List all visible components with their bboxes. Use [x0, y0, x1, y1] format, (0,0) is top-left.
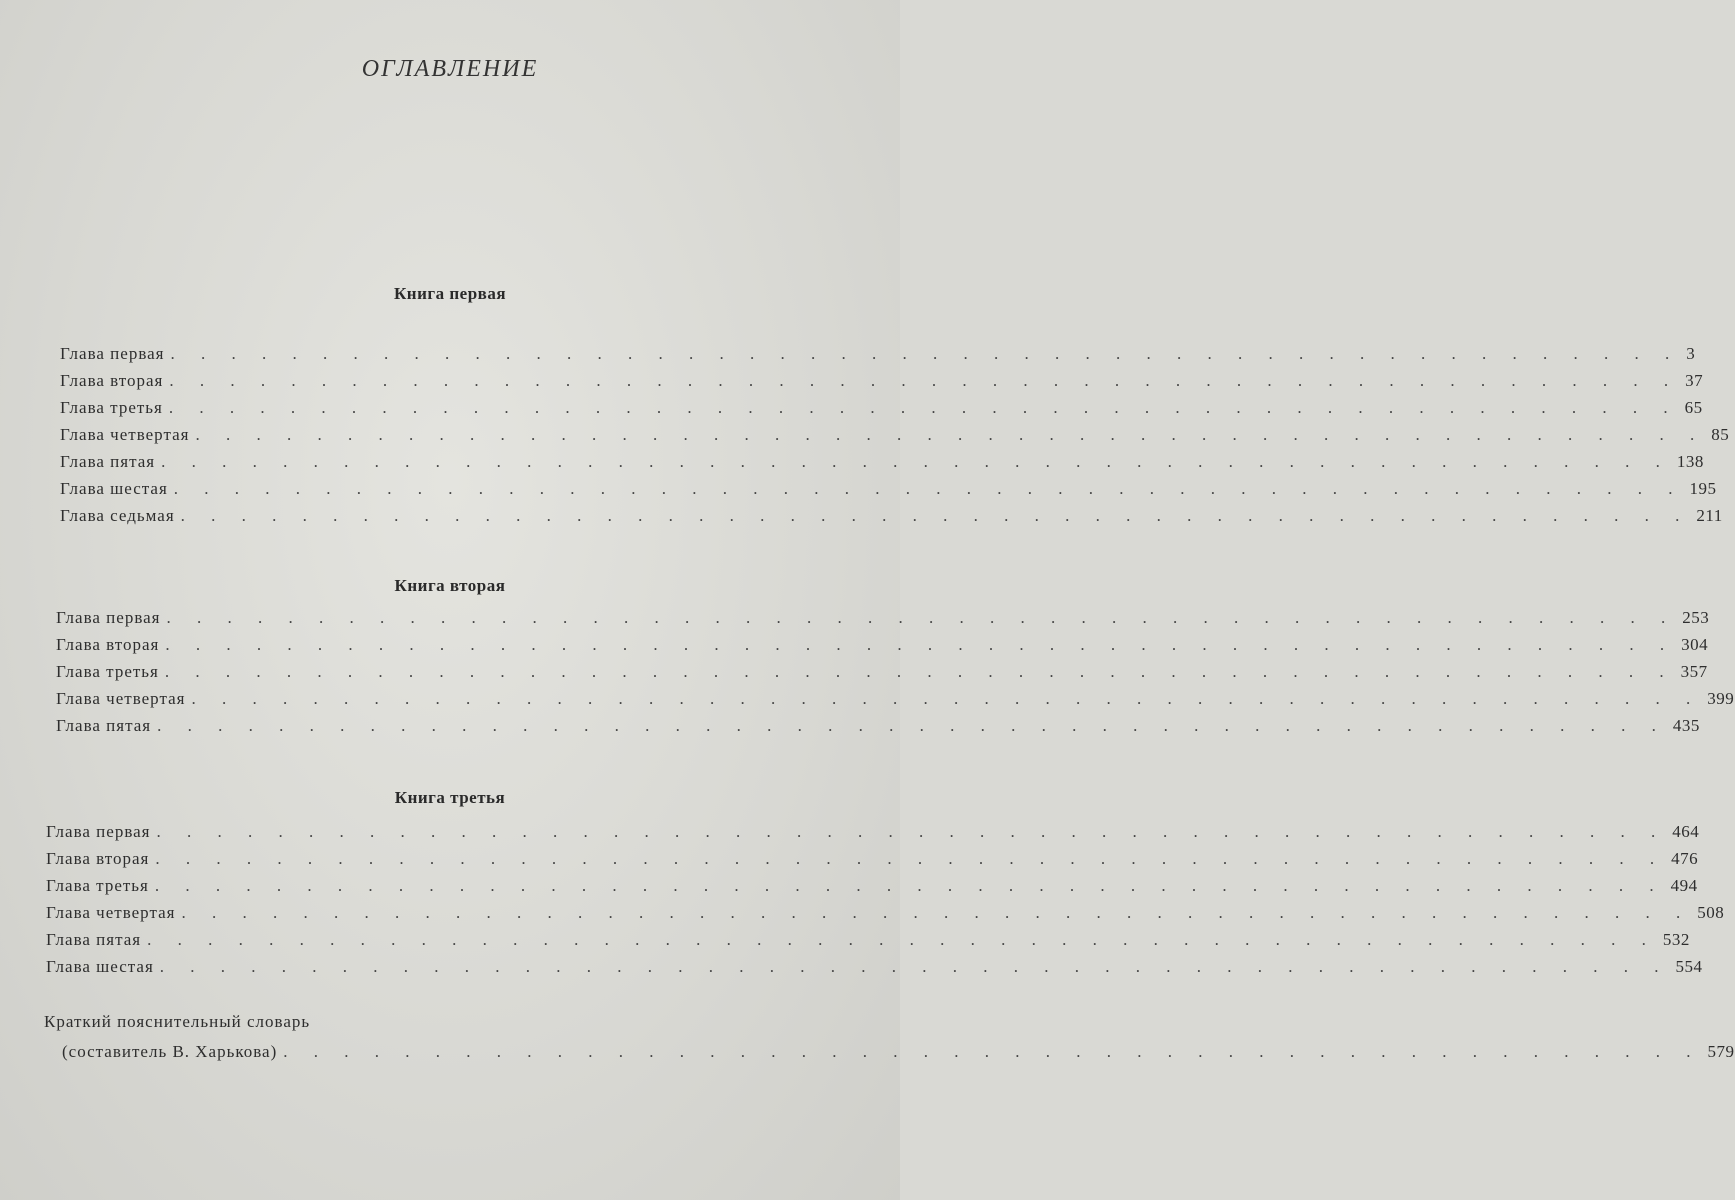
chapter-label: Глава четвертая: [46, 903, 176, 922]
chapter-label: Глава пятая: [56, 716, 152, 735]
page-number: 508: [1697, 903, 1725, 922]
appendix-title: Краткий пояснительный словарь: [44, 1012, 311, 1031]
appendix-subline: [44, 1042, 1735, 1070]
toc-entry: [46, 957, 1703, 984]
chapter-label: Глава четвертая: [60, 425, 190, 444]
toc-entry: [46, 876, 1698, 903]
chapter-label: Глава шестая: [60, 479, 168, 498]
chapter-label: Глава пятая: [46, 930, 142, 949]
dot-leader: . . . . . . . . . . . . . . . . . . . . . . . . . . . . . . . . . . . . . . . . . . . . . . . . . .: [159, 957, 1670, 976]
chapter-label: Глава шестая: [46, 957, 154, 976]
dot-leader: . . . . . . . . . . . . . . . . . . . . . . . . . . . . . . . . . . . . . . . . . . . . . . . . . .: [155, 849, 1666, 868]
page-number: 85: [1711, 425, 1730, 444]
toc-entry: [56, 635, 1709, 662]
chapter-label: Глава третья: [46, 876, 149, 895]
toc-entry: [60, 344, 1696, 371]
dot-leader: . . . . . . . . . . . . . . . . . . . . . . . . . . . . . . . . . . . . . . . . . . . . . . . . . .: [169, 371, 1680, 390]
toc-entry: [46, 822, 1700, 849]
toc-entry: [46, 903, 1725, 930]
dot-leader: . . . . . . . . . . . . . . . . . . . . . . . . . . . . . . . . . . . . . . . . . . . . . . . . . .: [156, 822, 1667, 841]
chapter-label: Глава первая: [60, 344, 165, 363]
dot-leader: . . . . . . . . . . . . . . . . . . . . . . . . . . . . . . . . . . . . . . . . . . . . . . . . . .: [166, 608, 1677, 627]
toc-entry: [56, 716, 1700, 743]
page-number: 464: [1672, 822, 1700, 841]
chapter-label: Глава пятая: [60, 452, 156, 471]
page-number: 435: [1672, 716, 1700, 735]
toc-entry: [60, 452, 1704, 479]
page-number: 476: [1671, 849, 1699, 868]
toc-entry: [60, 398, 1703, 425]
dot-leader: . . . . . . . . . . . . . . . . . . . . . . . . . . . . . . . . . . . . . . . . . . . . . . . . . .: [157, 716, 1667, 735]
dot-leader: . . . . . . . . . . . . . . . . . . . . . . . . . . . . . . . . . . . . . . . . . . . . . . . . . .: [164, 662, 1675, 681]
dot-leader: . . . . . . . . . . . . . . . . . . . . . . . . . . . . . . . . . . . . . . . . . . . . . . . . . .: [180, 506, 1691, 525]
chapter-label: Глава первая: [56, 608, 161, 627]
page-number: 195: [1689, 479, 1717, 498]
page-title: ОГЛАВЛЕНИЕ: [361, 56, 539, 82]
dot-leader: . . . . . . . . . . . . . . . . . . . . . . . . . . . . . . . . . . . . . . . . . . . . . . . . . .: [191, 689, 1702, 708]
dot-leader: . . . . . . . . . . . . . . . . . . . . . . . . . . . . . . . . . . . . . . . . . . . . . . . . . .: [154, 876, 1665, 895]
dot-leader: . . . . . . . . . . . . . . . . . . . . . . . . . . . . . . . . . . . . . . . . . . . . . . . . . .: [195, 425, 1706, 444]
toc-list-book-1: [60, 344, 1730, 533]
chapter-label: Глава первая: [46, 822, 151, 841]
toc-list-book-2: [56, 608, 1735, 743]
page-number: 211: [1696, 506, 1723, 525]
page-number: 253: [1682, 608, 1710, 627]
dot-leader: . . . . . . . . . . . . . . . . . . . . . . . . . . . . . . . . . . . . . . . . . . . . . . . . . .: [165, 635, 1676, 654]
page-number: 494: [1670, 876, 1698, 895]
dot-leader: . . . . . . . . . . . . . . . . . . . . . . . . . . . . . . . . . . . . . . . . . . . . . . . . . .: [147, 930, 1657, 949]
dot-leader: . . . . . . . . . . . . . . . . . . . . . . . . . . . . . . . . . . . . . . . . . . . . . . . . . .: [161, 452, 1671, 471]
toc-entry: [56, 662, 1708, 689]
page-number: 65: [1684, 398, 1703, 417]
chapter-label: Глава третья: [56, 662, 159, 681]
chapter-label: Глава третья: [60, 398, 163, 417]
page-number: 37: [1685, 371, 1704, 390]
toc-entry: [60, 506, 1723, 533]
page-number: 532: [1662, 930, 1690, 949]
dot-leader: . . . . . . . . . . . . . . . . . . . . . . . . . . . . . . . . . . . . . . . . . . . . . . . . . .: [181, 903, 1692, 922]
toc-entry: [60, 371, 1704, 398]
dot-leader: . . . . . . . . . . . . . . . . . . . . . . . . . . . . . . . . . . . . . . . . . . . . . . . . . .: [170, 344, 1681, 363]
appendix-compiler: (составитель В. Харькова): [62, 1042, 278, 1061]
chapter-label: Глава четвертая: [56, 689, 186, 708]
toc-entry: [56, 689, 1735, 716]
chapter-label: Глава вторая: [56, 635, 160, 654]
dot-leader: . . . . . . . . . . . . . . . . . . . . . . . . . . . . . . . . . . . . . . . . . . . . . . . . . .: [168, 398, 1679, 417]
toc-entry: [56, 608, 1710, 635]
page-number: 138: [1676, 452, 1704, 471]
book-heading-1: Книга первая: [393, 284, 507, 303]
toc-list-book-3: [46, 822, 1725, 984]
toc-entry: [60, 425, 1730, 452]
chapter-label: Глава седьмая: [60, 506, 175, 525]
toc-entry: [60, 479, 1717, 506]
appendix-entry: [44, 1012, 1735, 1070]
dot-leader: . . . . . . . . . . . . . . . . . . . . . . . . . . . . . . . . . . . . . . . . . . . . . . . . . .: [173, 479, 1684, 498]
page-number: 579: [1707, 1042, 1735, 1061]
page-number: 399: [1707, 689, 1735, 708]
book-heading-2: Книга вторая: [394, 576, 506, 595]
page-number: 554: [1675, 957, 1703, 976]
book-heading-3: Книга третья: [394, 788, 506, 807]
page-number: 357: [1680, 662, 1708, 681]
page-number: 304: [1681, 635, 1709, 654]
chapter-label: Глава вторая: [46, 849, 150, 868]
page-number: 3: [1686, 344, 1696, 363]
toc-entry: [46, 930, 1690, 957]
toc-entry: [46, 849, 1699, 876]
chapter-label: Глава вторая: [60, 371, 164, 390]
dot-leader: . . . . . . . . . . . . . . . . . . . . . . . . . . . . . . . . . . . . . . . . . . . . . . .: [283, 1042, 1702, 1061]
